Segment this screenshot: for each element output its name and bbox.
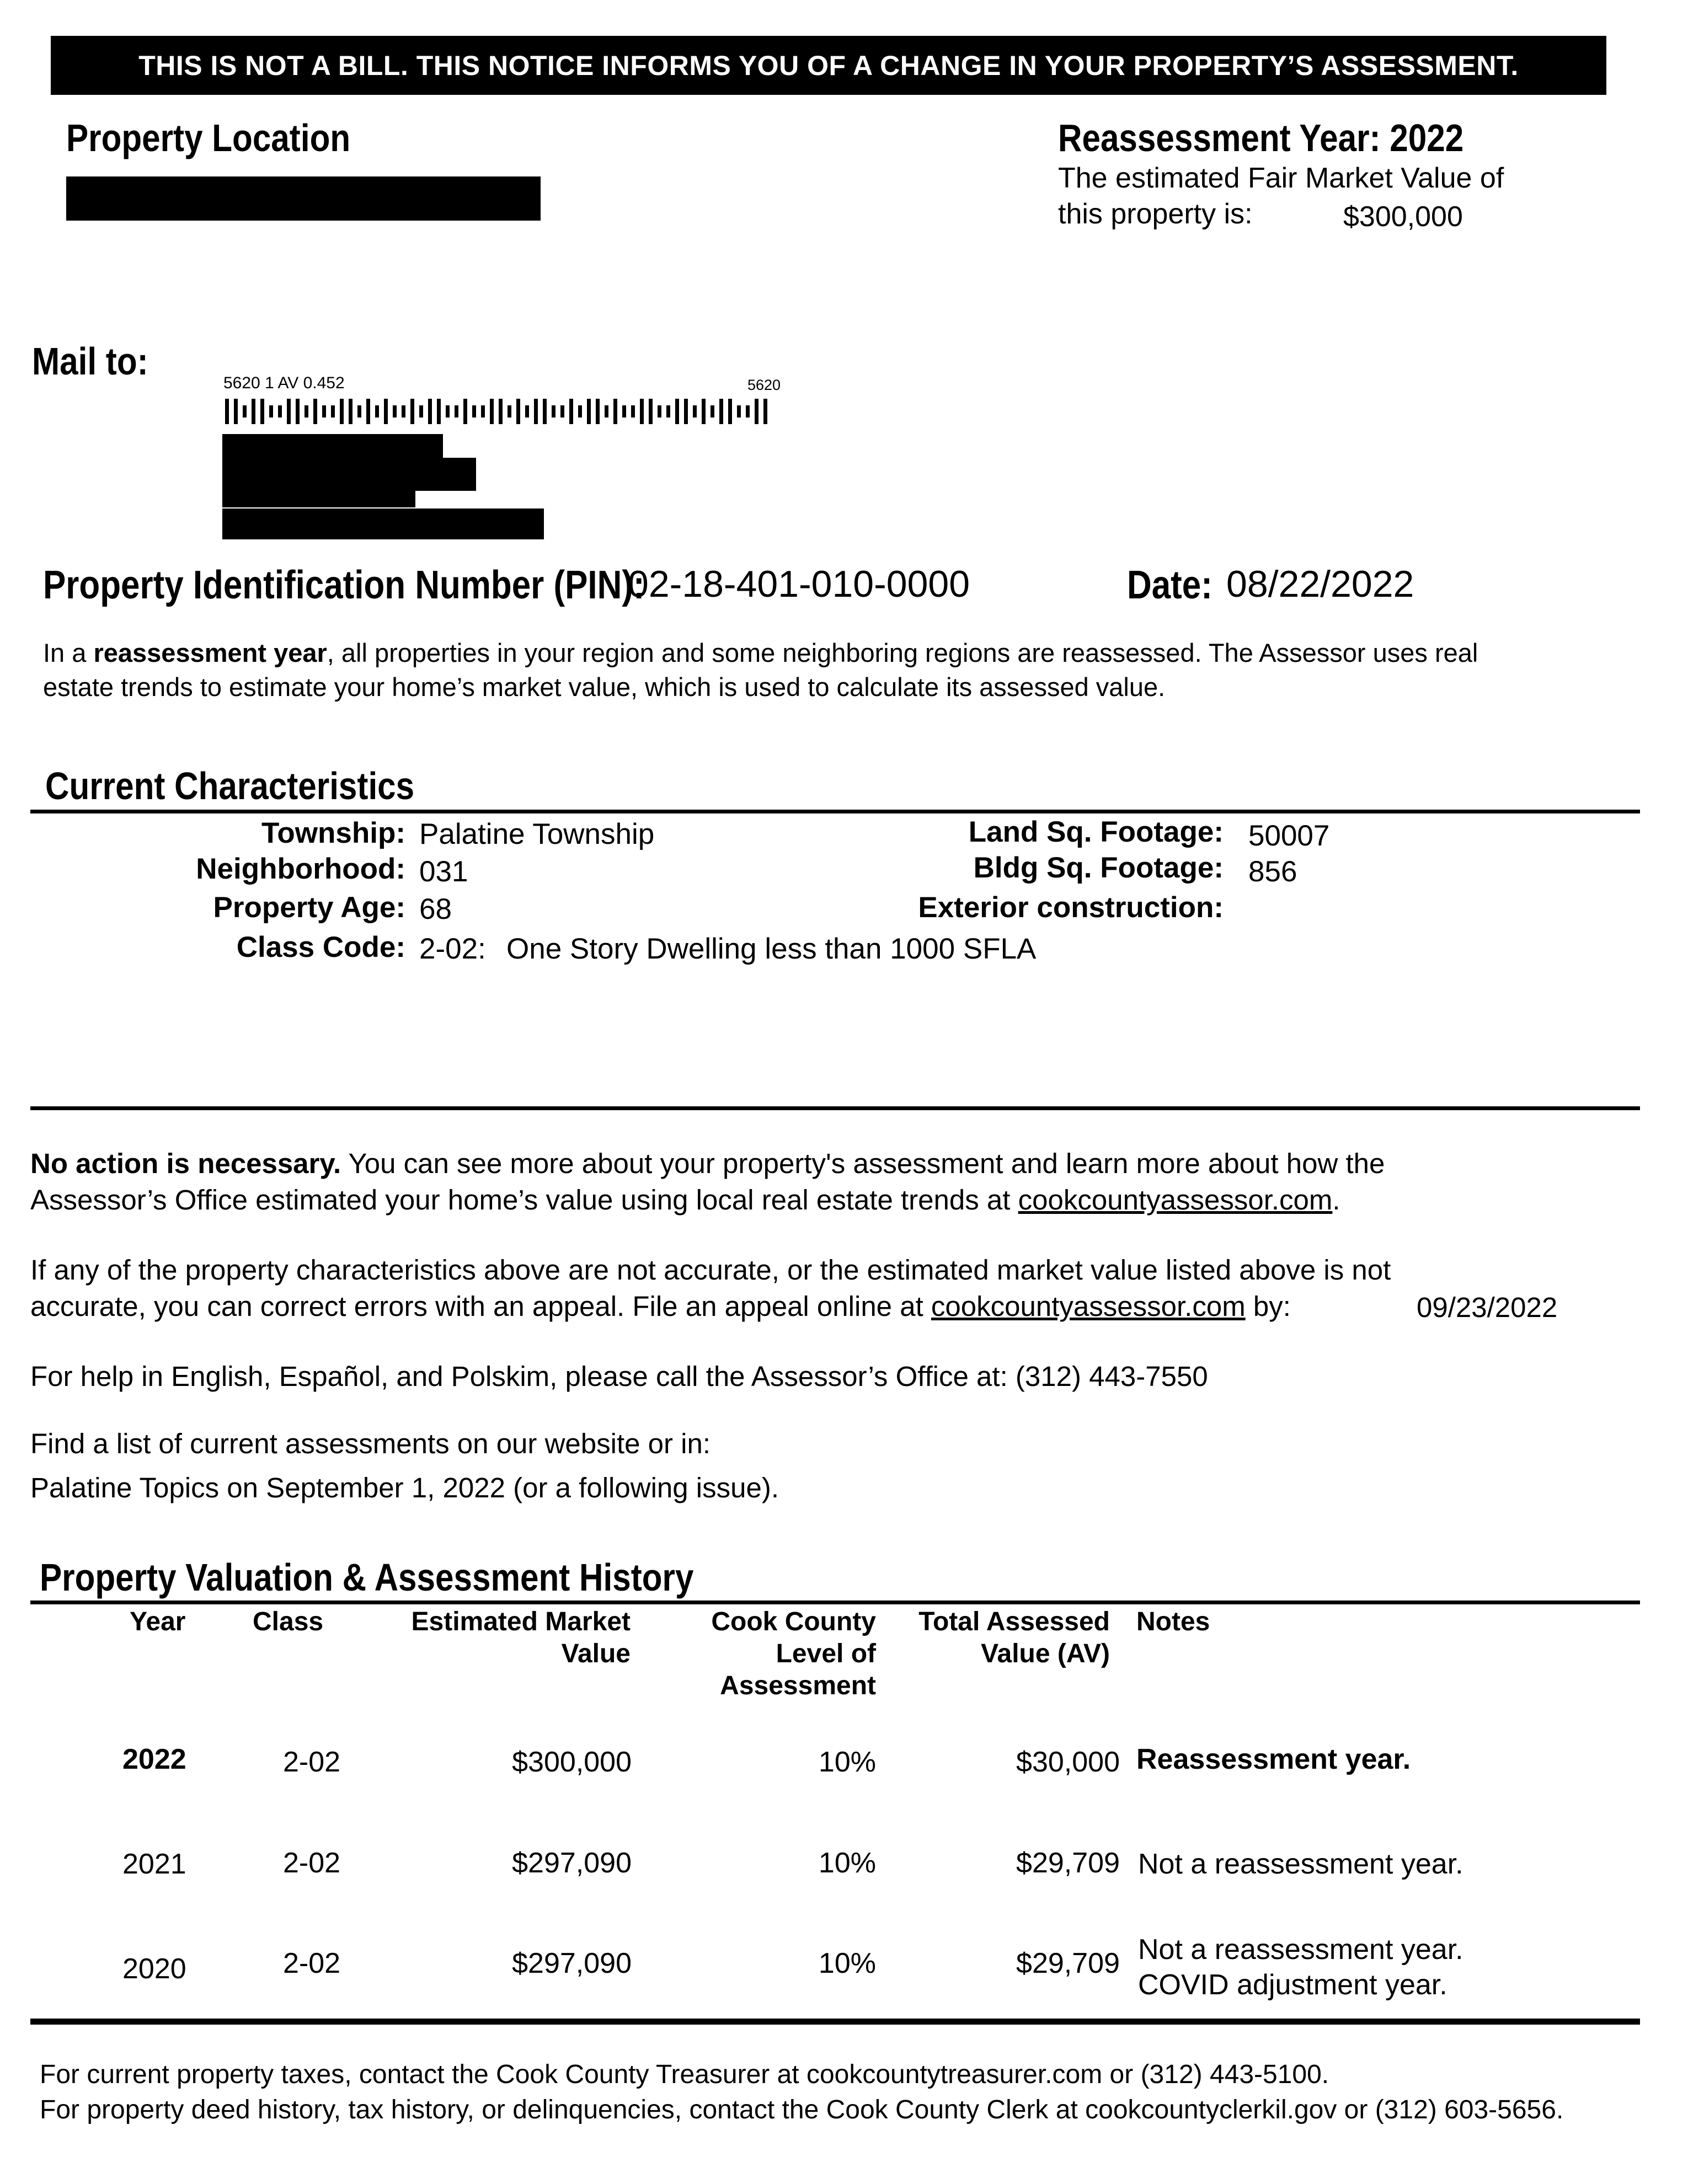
redacted-mail-line3 [222, 485, 415, 507]
assessor-link-1[interactable]: cookcountyassessor.com [1018, 1184, 1333, 1216]
row-2020-year: 2020 [122, 1953, 186, 1985]
bldg-sqft-value: 856 [1248, 855, 1297, 888]
row-2021-note: Not a reassessment year. [1138, 1848, 1463, 1880]
row-2021-emv: $297,090 [512, 1847, 632, 1879]
history-title: Property Valuation & Assessment History [40, 1556, 694, 1599]
row-2021-year: 2021 [122, 1848, 186, 1880]
row-2020-av: $29,709 [1016, 1947, 1120, 1979]
col-header-av: Total Assessed Value (AV) [918, 1607, 1110, 1668]
row-2022-class: 2-02 [283, 1746, 341, 1778]
land-sqft-label: Land Sq. Footage: [968, 816, 1224, 848]
bldg-sqft-label: Bldg Sq. Footage: [973, 852, 1224, 884]
row-2022-note: Reassessment year. [1136, 1743, 1411, 1775]
row-2022-emv: $300,000 [512, 1746, 632, 1778]
pin-value: 02-18-401-010-0000 [628, 563, 970, 605]
characteristics-bottom-rule [30, 1106, 1640, 1110]
date-label: Date: [1127, 563, 1212, 607]
neighborhood-value: 031 [419, 855, 468, 888]
class-code-description: One Story Dwelling less than 1000 SFLA [506, 933, 1037, 965]
redacted-mail-line4 [222, 508, 544, 539]
mail-to-label: Mail to: [32, 340, 148, 383]
row-2022-av: $30,000 [1016, 1746, 1120, 1778]
help-phone-text: For help in English, Español, and Polskim, please call the Assessor’s Office at: (312) 443-7550 [30, 1361, 1208, 1392]
col-header-level: Cook County Level of Assessment [711, 1607, 876, 1700]
publication-text: Palatine Topics on September 1, 2022 (or a following issue). [30, 1472, 779, 1503]
exterior-construction-label: Exterior construction: [918, 891, 1224, 924]
col-header-notes: Notes [1136, 1607, 1210, 1636]
barcode-text-left: 5620 1 AV 0.452 [223, 374, 345, 392]
row-2022-level: 10% [818, 1746, 876, 1778]
land-sqft-value: 50007 [1248, 820, 1330, 852]
township-label: Township: [261, 817, 405, 849]
row-2020-class: 2-02 [283, 1947, 341, 1979]
col-header-class: Class [253, 1607, 324, 1636]
property-location-label: Property Location [66, 116, 351, 159]
pin-label: Property Identification Number (PIN): [43, 563, 645, 607]
history-top-rule [30, 1600, 1640, 1604]
characteristics-rule [30, 810, 1640, 813]
notice-banner: THIS IS NOT A BILL. THIS NOTICE INFORMS YOU OF A CHANGE IN YOUR PROPERTY’S ASSESSMENT. [51, 36, 1606, 95]
fmv-text-line2: this property is: [1058, 198, 1253, 230]
class-code-value: 2-02: [419, 933, 486, 965]
property-age-value: 68 [419, 893, 452, 925]
history-bottom-rule [30, 2019, 1640, 2025]
reassessment-year-title: Reassessment Year: 2022 [1058, 116, 1464, 159]
property-age-label: Property Age: [213, 891, 405, 924]
appeal-paragraph: If any of the property characteristics above are not accurate, or the estimated market value listed above is not accurate, you can correct errors with an appeal. File an appeal online at cookcountyassessor.com by: [30, 1254, 1391, 1322]
row-2021-level: 10% [818, 1847, 876, 1879]
appeal-deadline: 09/23/2022 [1417, 1292, 1558, 1323]
fmv-text-line1: The estimated Fair Market Value of [1058, 162, 1504, 194]
postal-barcode [225, 399, 788, 426]
col-header-emv: Estimated Market Value [411, 1607, 631, 1668]
col-header-year: Year [130, 1607, 186, 1636]
fmv-value: $300,000 [1343, 201, 1463, 233]
barcode-text-right: 5620 [747, 377, 781, 393]
redacted-address [66, 176, 541, 221]
assessment-list-text: Find a list of current assessments on our website or in: [30, 1428, 711, 1459]
row-2020-note: Not a reassessment year. COVID adjustment year. [1138, 1934, 1463, 2001]
no-action-paragraph: No action is necessary. You can see more about your property's assessment and learn more about how the Assessor’s Office estimated your home’s value using local real estate trends at cookcountyassessor.com. [30, 1148, 1385, 1216]
class-code-label: Class Code: [236, 931, 405, 963]
footer-clerk: For property deed history, tax history, or delinquencies, contact the Cook County Clerk at cookcountyclerkil.gov or (312) 603-5656. [40, 2095, 1564, 2124]
row-2020-emv: $297,090 [512, 1947, 632, 1979]
row-2020-level: 10% [818, 1947, 876, 1979]
date-value: 08/22/2022 [1226, 563, 1414, 605]
row-2021-av: $29,709 [1016, 1847, 1120, 1879]
row-2021-class: 2-02 [283, 1847, 341, 1879]
township-value: Palatine Township [419, 818, 655, 850]
characteristics-title: Current Characteristics [45, 764, 415, 807]
footer-treasurer: For current property taxes, contact the Cook County Treasurer at cookcountytreasurer.com or (312) 443-5100. [40, 2060, 1329, 2089]
neighborhood-label: Neighborhood: [196, 853, 405, 885]
row-2022-year: 2022 [122, 1743, 186, 1775]
intro-paragraph: In a reassessment year, all properties in your region and some neighboring regions are reassessed. The Assessor uses real estate trends to estimate your home’s market value, which is used to calculate its assessed value. [43, 638, 1478, 702]
assessor-link-2[interactable]: cookcountyassessor.com [931, 1291, 1246, 1322]
